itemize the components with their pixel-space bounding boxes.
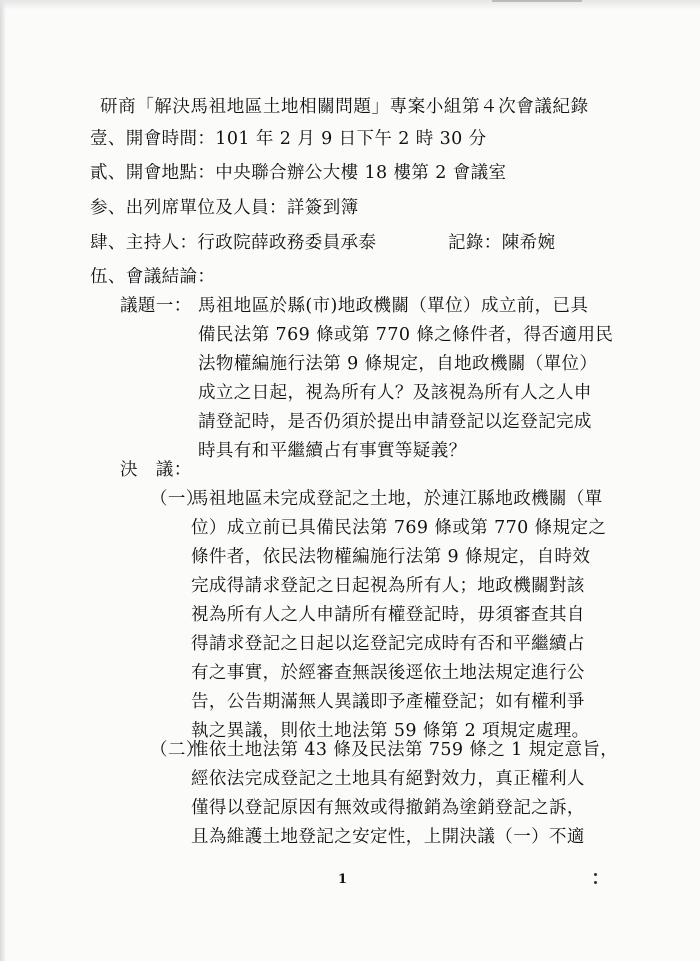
scan-edge-top [0,0,700,10]
scan-speck [594,881,597,884]
resolution-item-1-line: 告，公告期滿無人異議即予產權登記；如有權利爭 [191,692,585,712]
document-title: 研商「解決馬祖地區土地相關問題」專案小組第４次會議紀錄 [100,97,589,117]
issue-1-line: 馬祖地區於縣(市)地政機關（單位）成立前，已具 [198,296,589,316]
resolution-item-1-line: 馬祖地區未完成登記之土地，於連江縣地政機關（單 [191,489,603,509]
issue-1-line: 成立之日起，視為所有人？及該視為所有人之人申 [198,383,592,403]
resolution-item-2-line: 經依法完成登記之土地具有絕對效力，真正權利人 [191,769,585,789]
issue-1-line: 請登記時，是否仍須於提出申請登記以迄登記完成 [198,412,592,432]
meeting-attendees: 参、出列席單位及人員：詳簽到簿 [90,198,359,218]
resolution-item-2-line: 且為維護土地登記之安定性，上開決議（一）不適 [191,827,585,847]
resolution-item-2-line: 僅得以登記原因有無效或得撤銷為塗銷登記之訴， [191,798,585,818]
issue-1-line: 法物權編施行法第 9 條規定，自地政機關（單位） [198,354,598,374]
meeting-chair: 肆、主持人：行政院薛政務委員承泰 [90,233,377,253]
scan-edge-left [0,0,6,961]
meeting-place: 貳、開會地點：中央聯合辦公大樓 18 樓第 2 會議室 [90,163,507,183]
resolution-item-1-line: 位）成立前已具備民法第 769 條或第 770 條規定之 [191,518,607,538]
issue-1-label: 議題一： [120,296,192,316]
resolution-item-1-number: （一） [150,489,204,509]
resolution-item-2-number: （二） [150,740,204,760]
conclusions-heading: 伍、會議結論： [90,267,216,287]
page-number: 1 [338,872,348,887]
resolution-item-1-line: 條件者，依民法物權編施行法第 9 條規定，自時效 [191,547,591,567]
resolution-item-1-line: 視為所有人之人申請所有權登記時，毋須審查其自 [191,605,585,625]
resolution-item-1-line: 得請求登記之日起以迄登記完成時有否和平繼續占 [191,634,585,654]
scan-speck [594,873,597,876]
issue-1-line: 時具有和平繼續占有事實等疑義？ [198,441,467,461]
resolution-item-1-line: 完成得請求登記之日起視為所有人；地政機關對該 [191,576,585,596]
resolution-label: 決 議： [120,460,192,480]
meeting-time: 壹、開會時間：101 年 2 月 9 日下午 2 時 30 分 [90,129,487,149]
meeting-recorder: 記錄：陳希婉 [448,233,556,253]
issue-1-line: 備民法第 769 條或第 770 條之條件者，得否適用民 [198,325,614,345]
resolution-item-1-line: 有之事實，於經審查無誤後逕依土地法規定進行公 [191,663,585,683]
resolution-item-2-line: 惟依土地法第 43 條及民法第 759 條之 1 規定意旨， [191,740,619,760]
scan-edge-mark [492,0,582,2]
resolution-item-1-line: 執之異議，則依土地法第 59 條第 2 項規定處理。 [191,721,590,741]
